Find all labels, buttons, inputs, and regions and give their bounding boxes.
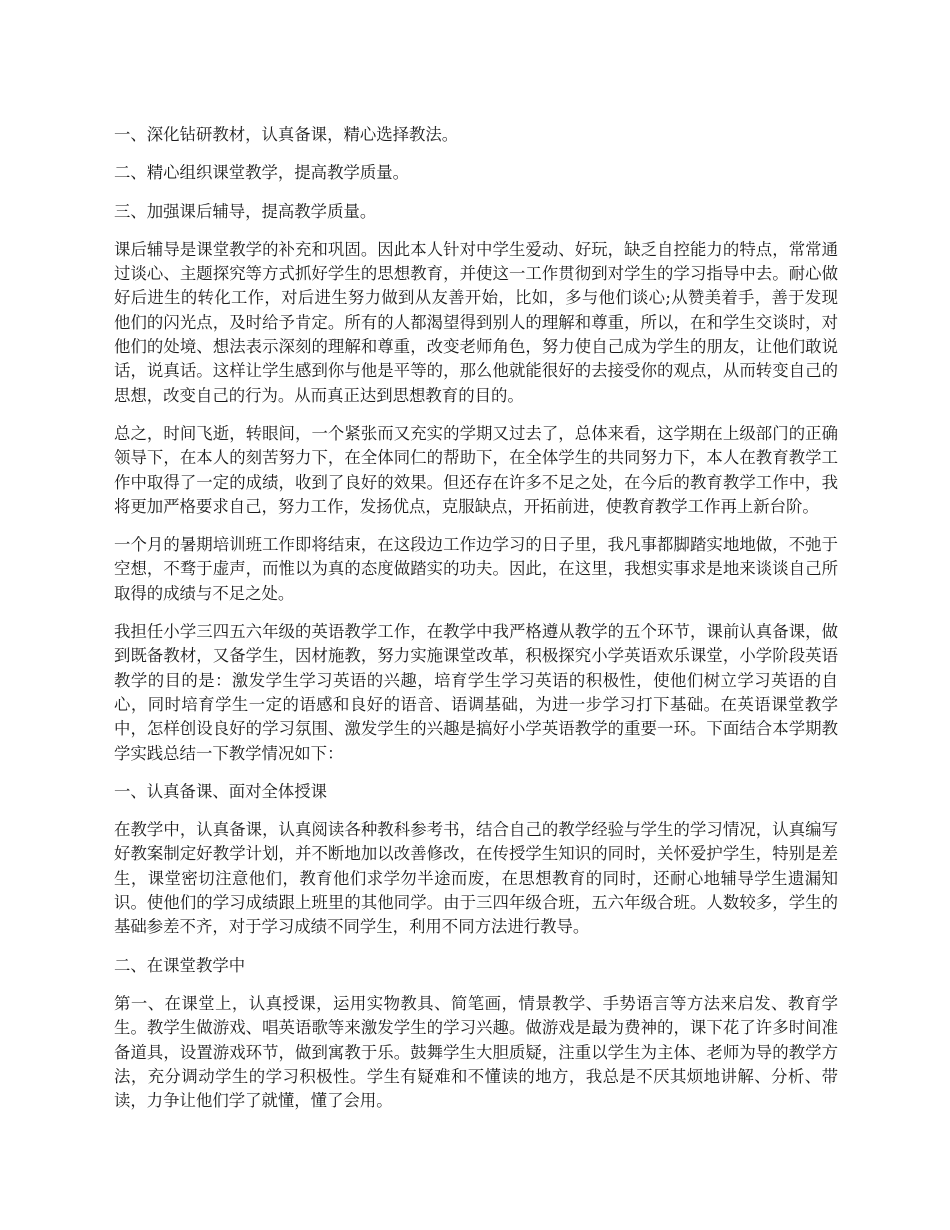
heading-after-class-tutoring: 三、加强课后辅导，提高教学质量。 <box>114 201 377 221</box>
heading-organize-classroom-teaching: 二、精心组织课堂教学，提高教学质量。 <box>114 163 410 183</box>
paragraph-lesson-preparation: 在教学中，认真备课，认真阅读各种教科参考书，结合自己的教学经验与学生的学习情况，认真编写好教案制定好教学计划，并不断地加以改善修改，在传授学生知识的同时，关怀爱护学生，特别是差生，课堂密切注意他们，教育他们求学勿半途而废，在思想教育的同时，还耐心地辅导学生遗漏知识。使他们的学习成绩跟上班里的其他同学。由于三四年级合班，五六年级合班。人数较多，学生的基础参差不齐，对于学习成绩不同学生，利用不同方法进行教导。 <box>114 820 838 937</box>
paragraph-classroom-teaching: 第一、在课堂上，认真授课，运用实物教具、简笔画，情景教学、手势语言等方法来启发、教育学生。教学生做游戏、唱英语歌等来激发学生的学习兴趣。做游戏是最为费神的，课下花了许多时间准备道具，设置游戏环节，做到寓教于乐。鼓舞学生大胆质疑，注重以学生为主体、老师为导的教学方法，充分调动学生的学习积极性。学生有疑难和不懂读的地方，我总是不厌其烦地讲解、分析、带读，力争让他们学了就懂，懂了会用。 <box>114 993 838 1111</box>
heading-classroom-teaching: 二、在课堂教学中 <box>114 955 246 975</box>
paragraph-summer-training: 一个月的暑期培训班工作即将结束，在这段边工作边学习的日子里，我凡事都脚踏实地地做，不弛于空想，不骛于虚声，而惟以为真的态度做踏实的功夫。因此，在这里，我想实事求是地来谈谈自己所取得的成绩与不足之处。 <box>114 535 838 603</box>
document-page <box>114 123 838 1127</box>
paragraph-after-class-tutoring: 课后辅导是课堂教学的补充和巩固。因此本人针对中学生爱动、好玩，缺乏自控能力的特点，常常通过谈心、主题探究等方式抓好学生的思想教育，并使这一工作贯彻到对学生的学习指导中去。耐心做好后进生的转化工作，对后进生努力做到从友善开始，比如，多与他们谈心;从赞美着手，善于发现他们的闪光点，及时给予肯定。所有的人都渴望得到别人的理解和尊重，所以，在和学生交谈时，对他们的处境、想法表示深刻的理解和尊重，改变老师角色，努力使自己成为学生的朋友，让他们敢说话，说真话。这样让学生感到你与他是平等的，那么他就能很好的去接受你的观点，从而转变自己的思想，改变自己的行为。从而真正达到思想教育的目的。 <box>114 239 838 405</box>
paragraph-semester-summary: 总之，时间飞逝，转眼间，一个紧张而又充实的学期又过去了，总体来看，这学期在上级部门的正确领导下，在本人的刻苦努力下，在全体同仁的帮助下，在全体学生的共同努力下，本人在教育教学工作中取得了一定的成绩，收到了良好的效果。但还存在许多不足之处，在今后的教育教学工作中，我将更加严格要求自己，努力工作，发扬优点，克服缺点，开拓前进，使教育教学工作再上新台阶。 <box>114 423 838 516</box>
heading-deepen-textbook-study: 一、深化钻研教材，认真备课，精心选择教法。 <box>114 125 459 144</box>
paragraph-english-teaching: 我担任小学三四五六年级的英语教学工作，在教学中我严格遵从教学的五个环节，课前认真备课，做到既备教材，又备学生，因材施教，努力实施课堂改革，积极探究小学英语欢乐课堂，小学阶段英语教学的目的是：激发学生学习英语的兴趣，培育学生学习英语的积极性，使他们树立学习英语的自心，同时培育学生一定的语感和良好的语音、语调基础，为进一步学习打下基础。在英语课堂教学中，怎样创设良好的学习氛围、激发学生的兴趣是搞好小学英语教学的重要一环。下面结合本学期教学实践总结一下教学情况如下： <box>114 622 838 763</box>
heading-lesson-preparation: 一、认真备课、面对全体授课 <box>114 781 328 801</box>
